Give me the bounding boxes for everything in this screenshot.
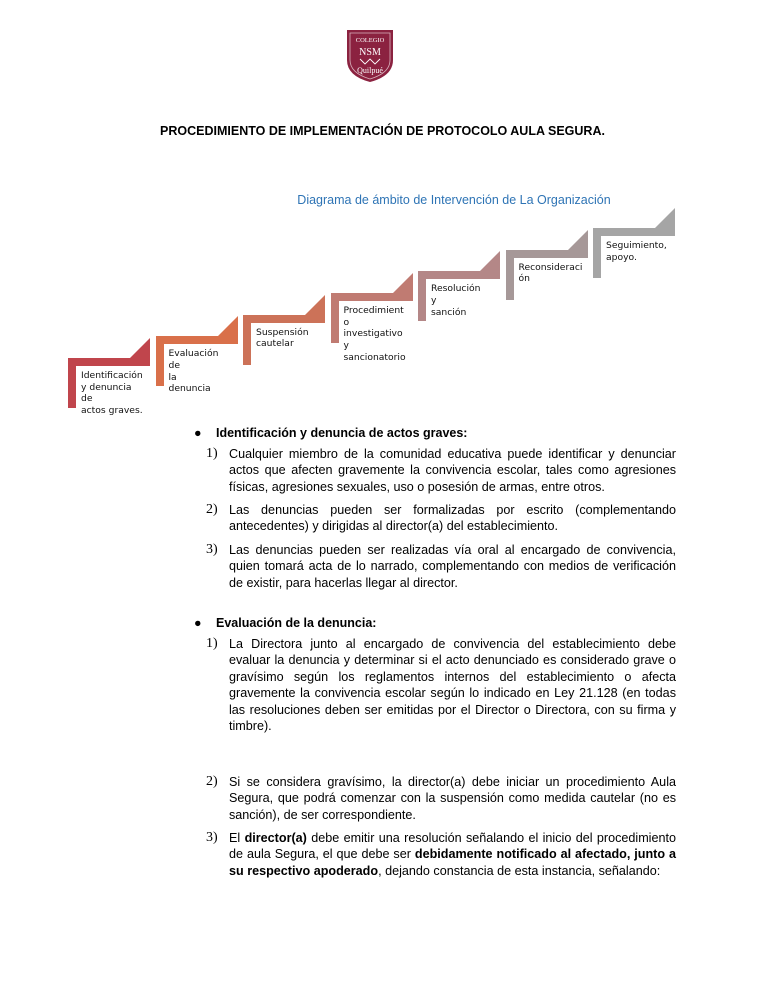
step-bar [506, 250, 588, 258]
step-arrow [130, 338, 150, 358]
step-leg [156, 336, 164, 386]
logo-line2: NSM [359, 47, 381, 58]
section-heading-text: Identificación y denuncia de actos graves: [216, 426, 468, 440]
step-bar [418, 271, 500, 279]
step-label: Resolución y sanción [431, 283, 481, 318]
item-text: Las denuncias pueden ser formalizadas por escrito (complementando antecedentes) y dirigidas al director(a) del establecimiento. [229, 503, 676, 534]
step-leg [331, 293, 339, 343]
logo-line1: COLEGIO [355, 37, 385, 44]
step-leg [593, 228, 601, 278]
step-arrow [655, 208, 675, 228]
step-label: Identificación y denuncia de actos graves. [81, 370, 143, 417]
step-label: Reconsideraci ón [518, 261, 583, 285]
item-text: Cualquier miembro de la comunidad educativa puede identificar y denunciar actos que afecten gravemente la convivencia escolar, tales como agresiones físicas, agresiones sexuales, uso o posesión de armas, entre otros. [229, 447, 676, 494]
step-label: Procedimient o investigativo y sancionatorio [343, 304, 406, 363]
section-heading-text: Evaluación de la denuncia: [216, 616, 377, 630]
step-label: Evaluación de la denuncia [168, 348, 219, 395]
step-leg [418, 271, 426, 321]
item-text: La Directora junto al encargado de convivencia del establecimiento debe evaluar la denuncia y determinar si el acto denunciado es considerado grave o gravísimo según los reglamentos internos del establecimiento o afecta gravemente la convivencia escolar según lo indicado en Ley 21.128 (en todas las resoluciones deben ser emitidas por el Director o Directora, con su firma y timbre). [229, 637, 676, 734]
step-label: Suspensión cautelar [256, 326, 309, 350]
item-text: Las denuncias pueden ser realizadas vía oral al encargado de convivencia, quien tomará acta de lo narrado, complementando con medios de verificación de existir, para hacerlas llegar al director. [229, 543, 676, 590]
diagram-title: Diagrama de ámbito de Intervención de La Organización [297, 193, 611, 207]
item-number: 2) [206, 774, 218, 789]
step-bar [68, 358, 150, 366]
step-arrow [305, 295, 325, 315]
item-number: 2) [206, 502, 218, 517]
school-crest-logo [343, 26, 397, 84]
step-bar [331, 293, 413, 301]
step-leg [506, 250, 514, 300]
item-number: 3) [206, 542, 218, 557]
step-leg [68, 358, 76, 408]
item-number: 1) [206, 636, 218, 651]
logo-line3: Quilpué [357, 66, 383, 75]
item-text: El director(a) debe emitir una resolución señalando el inicio del procedimiento de aula Segura, el que debe ser debidamente notificado al afectado, junto a su respectivo apoderado, dejando constancia de esta instancia, señalando: [229, 831, 677, 878]
step-arrow [568, 230, 588, 250]
step-bar [243, 315, 325, 323]
step-bar [156, 336, 238, 344]
bullet-icon: ● [194, 616, 202, 630]
item-text: Si se considera gravísimo, la director(a) debe iniciar un procedimiento Aula Segura, que podrá comenzar con la suspensión como medida cautelar (no es sanción), de ser correspondiente. [229, 775, 676, 822]
document-title: PROCEDIMIENTO DE IMPLEMENTACIÓN DE PROTOCOLO AULA SEGURA. [160, 124, 605, 138]
section-heading [194, 426, 467, 440]
step-arrow [480, 251, 500, 271]
bullet-icon: ● [194, 426, 202, 440]
section-heading [194, 616, 376, 630]
step-arrow [218, 316, 238, 336]
item-number: 3) [206, 830, 218, 845]
step-bar [593, 228, 675, 236]
step-leg [243, 315, 251, 365]
step-label: Seguimiento, apoyo. [606, 239, 667, 263]
item-number: 1) [206, 446, 218, 461]
step-arrow [393, 273, 413, 293]
